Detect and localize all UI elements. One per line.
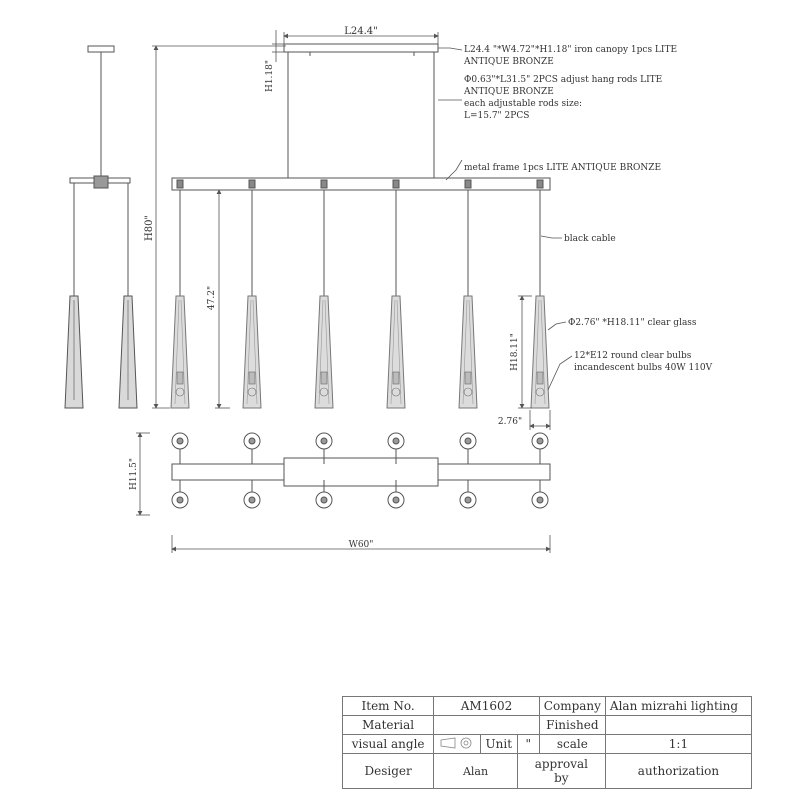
title-row-designer [343, 754, 752, 789]
note-glass: Φ2.76" *H18.11" clear glass [568, 318, 697, 328]
plan-pendant-inner [537, 438, 543, 444]
plan-pendant-inner [177, 497, 183, 503]
plan-pendant-inner [321, 497, 327, 503]
company-label: Company [539, 697, 605, 716]
unit-label: Unit [480, 735, 517, 754]
visual-angle-label: visual angle [343, 735, 434, 754]
title-block-table [342, 696, 752, 789]
plan-pendant-inner [465, 497, 471, 503]
title-row-material [343, 716, 752, 735]
finished-label: Finished [539, 716, 605, 735]
frame-socket [321, 180, 327, 188]
item-value: AM1602 [434, 697, 540, 716]
frame-socket [249, 180, 255, 188]
scale-value: 1:1 [605, 735, 751, 754]
plan-pendant-inner [465, 438, 471, 444]
approval-cell [517, 754, 605, 789]
dim-overall-width: W60" [348, 540, 374, 550]
dim-glass-width: 2.76" [497, 417, 523, 427]
dim-overall-height: H80" [144, 214, 155, 242]
side-hub [94, 176, 108, 188]
plan-view [172, 433, 550, 508]
plan-pendant-inner [393, 438, 399, 444]
plan-canopy [284, 458, 438, 486]
dim-glass-height: H18.11" [510, 333, 520, 371]
finished-value [605, 716, 751, 735]
canopy [284, 44, 438, 52]
pendant-glass [387, 296, 405, 408]
plan-pendant-inner [393, 497, 399, 503]
metal-frame [172, 178, 550, 190]
dim-plan-height: H11.5" [129, 457, 139, 491]
side-view [65, 46, 137, 408]
title-row-item [343, 697, 752, 716]
bulb-socket [393, 372, 399, 384]
note-bulbs-line2: incandescent bulbs 40W 110V [574, 363, 713, 373]
note-rods-line3: each adjustable rods size: [464, 99, 583, 109]
spec-notes [463, 45, 713, 373]
designer-value: Alan [434, 754, 518, 789]
note-rods-line2: ANTIQUE BRONZE [464, 87, 554, 97]
plan-pendant-inner [177, 438, 183, 444]
bulb-socket [249, 372, 255, 384]
note-rods-line1: Φ0.63"*L31.5" 2PCS adjust hang rods LITE [464, 75, 663, 85]
material-label: Material [343, 716, 434, 735]
item-label: Item No. [343, 697, 434, 716]
bulb-socket [177, 372, 183, 384]
plan-pendant-inner [537, 497, 543, 503]
note-rods-line4: L=15.7" 2PCS [464, 111, 530, 121]
frame-socket [393, 180, 399, 188]
title-row-visual [343, 735, 752, 754]
pendant-glass [243, 296, 261, 408]
dim-canopy-height: H1.18" [265, 59, 275, 93]
bulb-socket [321, 372, 327, 384]
plan-pendant-inner [249, 497, 255, 503]
approval-by-label: by [554, 771, 569, 785]
plan-pendant-inner [249, 438, 255, 444]
note-bulbs-line1: 12*E12 round clear bulbs [574, 351, 692, 361]
dim-canopy-length: L24.4" [344, 26, 378, 37]
projection-symbol-icon [439, 736, 475, 750]
note-cable: black cable [564, 234, 616, 244]
pendant-glass [315, 296, 333, 408]
bulb-socket [465, 372, 471, 384]
approval-label: approval [534, 757, 588, 771]
pendant-glass [171, 296, 189, 408]
note-canopy-line2: ANTIQUE BRONZE [464, 57, 554, 67]
company-value: Alan mizrahi lighting [605, 697, 751, 716]
pendant-glass [459, 296, 477, 408]
bulb-socket [537, 372, 543, 384]
frame-socket [177, 180, 183, 188]
material-value [434, 716, 540, 735]
plan-pendant-inner [321, 438, 327, 444]
pendant-glass [531, 296, 549, 408]
projection-symbol-cell [434, 735, 481, 754]
authorization-label: authorization [605, 754, 751, 789]
front-pendants [171, 180, 549, 408]
side-canopy [88, 46, 114, 52]
note-canopy-line1: L24.4 "*W4.72"*H1.18" iron canopy 1pcs LITE [464, 45, 678, 55]
frame-socket [465, 180, 471, 188]
scale-label: scale [539, 735, 605, 754]
frame-socket [537, 180, 543, 188]
dim-drop: 47.2" [207, 285, 217, 311]
note-frame: metal frame 1pcs LITE ANTIQUE BRONZE [464, 163, 662, 173]
unit-value: " [517, 735, 539, 754]
designer-label: Desiger [343, 754, 434, 789]
title-block [342, 696, 752, 789]
